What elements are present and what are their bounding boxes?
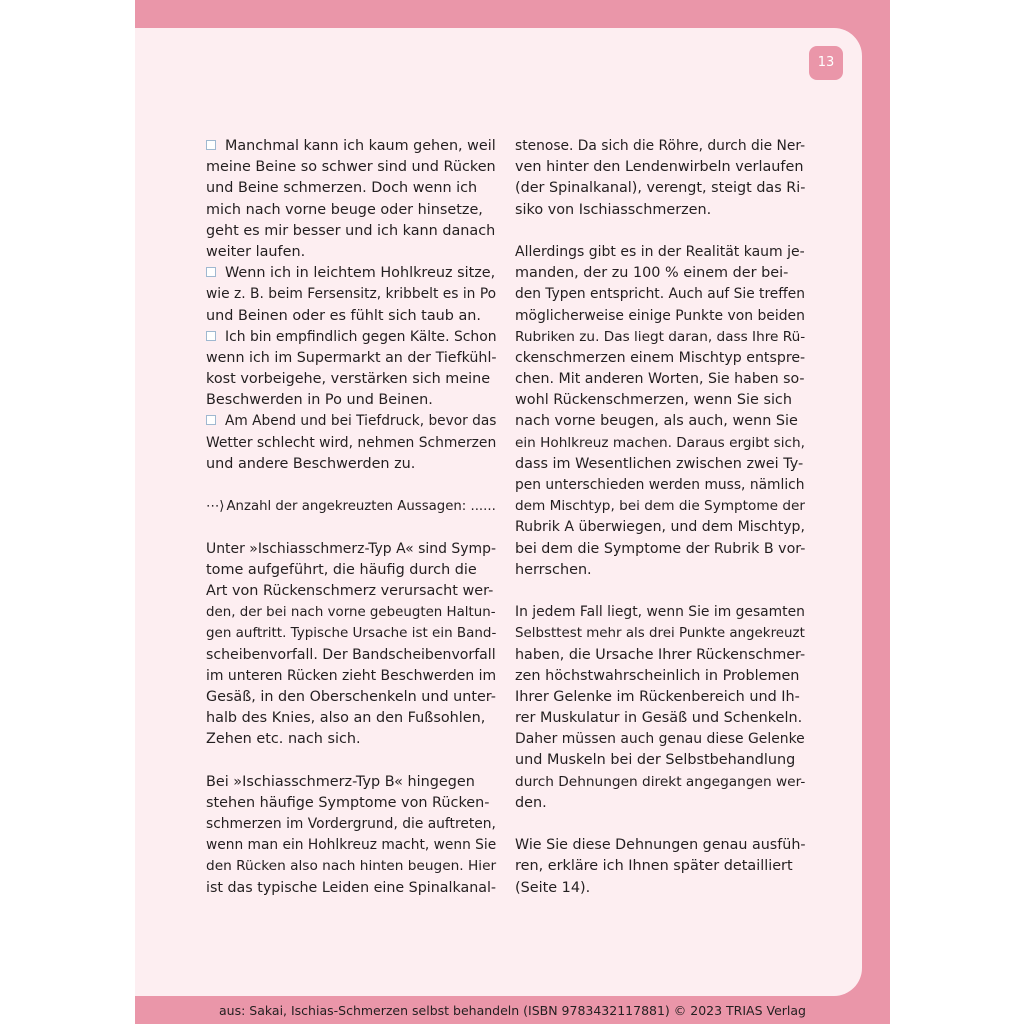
text-line [206, 454, 496, 475]
text-line: (Seite 14). [515, 879, 591, 896]
text-line: siko von Ischiasschmerzen. [515, 201, 712, 218]
checklist-item [206, 411, 496, 475]
text-line: Rubrik A überwiegen, und dem Mischtyp, [515, 519, 805, 536]
text-line: gen auftritt. Typische Ursache ist ein Band- [206, 625, 497, 642]
text-line [206, 433, 496, 454]
line-text: Beschwerden in Po und Beinen. [206, 392, 433, 409]
spacer [515, 581, 805, 602]
line-text: kost vorbeigehe, verstärken sich meine [206, 371, 491, 388]
checkbox[interactable] [206, 267, 216, 277]
line-text: und Beinen oder es fühlt sich taub an. [206, 307, 481, 324]
page-number: 13 [809, 46, 843, 80]
text-line: (der Spinalkanal), verengt, steigt das Ri- [515, 180, 806, 197]
paragraph [515, 835, 805, 899]
text-line: bei dem die Symptome der Rubrik B vor- [515, 540, 806, 557]
count-line-text: Anzahl der angekreuzten Aussagen: ...... [226, 499, 496, 515]
line-text: wie z. B. beim Fersensitz, kribbelt es in Po [206, 286, 497, 303]
text-line: dem Mischtyp, bei dem die Symptome der [515, 498, 805, 515]
arrow-icon: ⋯⟩ [206, 499, 225, 515]
text-line: scheibenvorfall. Der Bandscheibenvorfall [206, 646, 496, 663]
text-line: ven hinter den Lendenwirbeln verlaufen [515, 159, 804, 176]
text-line: Gesäß, in den Oberschenkeln und unter- [206, 688, 496, 705]
text-line [206, 157, 496, 178]
count-line [206, 496, 496, 517]
text-line: In jedem Fall liegt, wenn Sie im gesamten [515, 604, 805, 621]
line-text: wenn ich im Supermarkt an der Tiefkühl- [206, 349, 497, 366]
text-line [206, 411, 496, 432]
text-line: Zehen etc. nach sich. [206, 731, 361, 748]
paragraph [206, 539, 496, 751]
text-line: Wie Sie diese Dehnungen genau ausfüh- [515, 837, 806, 854]
text-line: stenose. Da sich die Röhre, durch die Ner- [515, 138, 806, 154]
line-text: und Beine schmerzen. Doch wenn ich [206, 180, 478, 197]
text-line: den. [515, 794, 547, 811]
text-line: den Typen entspricht. Auch auf Sie treffen [515, 286, 805, 303]
line-text: mich nach vorne beuge oder hinsetze, [206, 201, 483, 218]
text-line: haben, die Ursache Ihrer Rückenschmer- [515, 646, 806, 663]
spacer [206, 517, 496, 538]
text-line [206, 136, 496, 157]
left-column [206, 136, 496, 899]
text-line: wenn man ein Hohlkreuz macht, wenn Sie [206, 837, 497, 854]
text-line: Ihrer Gelenke im Rückenbereich und Ih- [515, 688, 800, 705]
spacer [206, 475, 496, 496]
text-line: ckenschmerzen einem Mischtyp entspre- [515, 349, 806, 366]
checkbox[interactable] [206, 140, 216, 150]
text-line [206, 327, 496, 348]
line-text: Manchmal kann ich kaum gehen, weil [225, 138, 496, 154]
paragraph [515, 242, 805, 581]
text-line: durch Dehnungen direkt angegangen wer- [515, 773, 806, 790]
text-line: zen höchstwahrscheinlich in Problemen [515, 667, 800, 684]
text-line [206, 348, 496, 369]
text-line [206, 284, 496, 305]
text-line: ren, erkläre ich Ihnen später detailliert [515, 858, 793, 875]
text-line: halb des Knies, also an den Fußsohlen, [206, 710, 486, 727]
text-line: Unter »Ischiasschmerz-Typ A« sind Symp- [206, 540, 496, 557]
spacer [515, 221, 805, 242]
text-line: chen. Mit anderen Worten, Sie haben so- [515, 371, 805, 388]
text-line: den, der bei nach vorne gebeugten Haltun- [206, 605, 496, 621]
text-line: pen unterschieden werden muss, nämlich [515, 477, 805, 493]
checklist-item [206, 263, 496, 327]
text-line: ist das typische Leiden eine Spinalkanal- [206, 879, 497, 896]
line-text: Wetter schlecht wird, nehmen Schmerzen [206, 434, 497, 451]
text-line: Art von Rückenschmerz verursacht wer- [206, 582, 494, 599]
checklist-item [206, 136, 496, 263]
text-line [206, 306, 496, 327]
text-line: und Muskeln bei der Selbstbehandlung [515, 752, 796, 769]
checklist-item [206, 327, 496, 412]
text-line: Allerdings gibt es in der Realität kaum je- [515, 243, 805, 260]
text-line: möglicherweise einige Punkte von beiden [515, 307, 805, 324]
text-line: rer Muskulatur in Gesäß und Schenkeln. [515, 710, 803, 727]
paragraph [515, 136, 805, 221]
text-line [206, 200, 496, 221]
text-line: tome aufgeführt, die häufig durch die [206, 561, 477, 578]
text-line: stehen häufige Symptome von Rücken- [206, 794, 490, 811]
paragraph [515, 602, 805, 814]
text-line: Daher müssen auch genau diese Gelenke [515, 731, 805, 748]
text-line: herrschen. [515, 561, 592, 578]
line-text: Ich bin empfindlich gegen Kälte. Schon [225, 328, 497, 345]
line-text: meine Beine so schwer sind und Rücken [206, 159, 496, 176]
text-line: dass im Wesentlichen zwischen zwei Ty- [515, 455, 804, 472]
line-text: Wenn ich in leichtem Hohlkreuz sitze, [225, 265, 496, 282]
checkbox[interactable] [206, 331, 216, 341]
text-line: den Rücken also nach hinten beugen. Hier [206, 858, 497, 875]
line-text: Am Abend und bei Tiefdruck, bevor das [225, 413, 497, 430]
text-line [206, 178, 496, 199]
text-line: manden, der zu 100 % einem der bei- [515, 265, 789, 282]
text-line: Rubriken zu. Das liegt daran, dass Ihre Rü- [515, 328, 806, 345]
spacer [515, 814, 805, 835]
text-line [206, 390, 496, 411]
checkbox[interactable] [206, 415, 216, 425]
spacer [206, 750, 496, 771]
line-text: geht es mir besser und ich kann danach [206, 222, 496, 239]
text-line [206, 369, 496, 390]
text-line: wohl Rückenschmerzen, wenn Sie sich [515, 392, 792, 409]
text-line: Selbsttest mehr als drei Punkte angekreuzt [515, 626, 805, 642]
text-line: im unteren Rücken zieht Beschwerden im [206, 667, 497, 684]
text-line: ein Hohlkreuz machen. Daraus ergibt sich, [515, 434, 805, 451]
right-column [515, 136, 805, 899]
text-line: nach vorne beugen, als auch, wenn Sie [515, 413, 798, 430]
text-line: schmerzen im Vordergrund, die auftreten, [206, 816, 496, 832]
line-text: und andere Beschwerden zu. [206, 455, 416, 472]
text-line [206, 221, 496, 242]
footer-citation: aus: Sakai, Ischias-Schmerzen selbst behandeln (ISBN 9783432117881) © 2023 TRIAS Verlag [219, 1003, 806, 1018]
text-line: Bei »Ischiasschmerz-Typ B« hingegen [206, 773, 475, 790]
text-line [206, 263, 496, 284]
line-text: weiter laufen. [206, 243, 306, 260]
text-line [206, 242, 496, 263]
paragraph [206, 772, 496, 899]
